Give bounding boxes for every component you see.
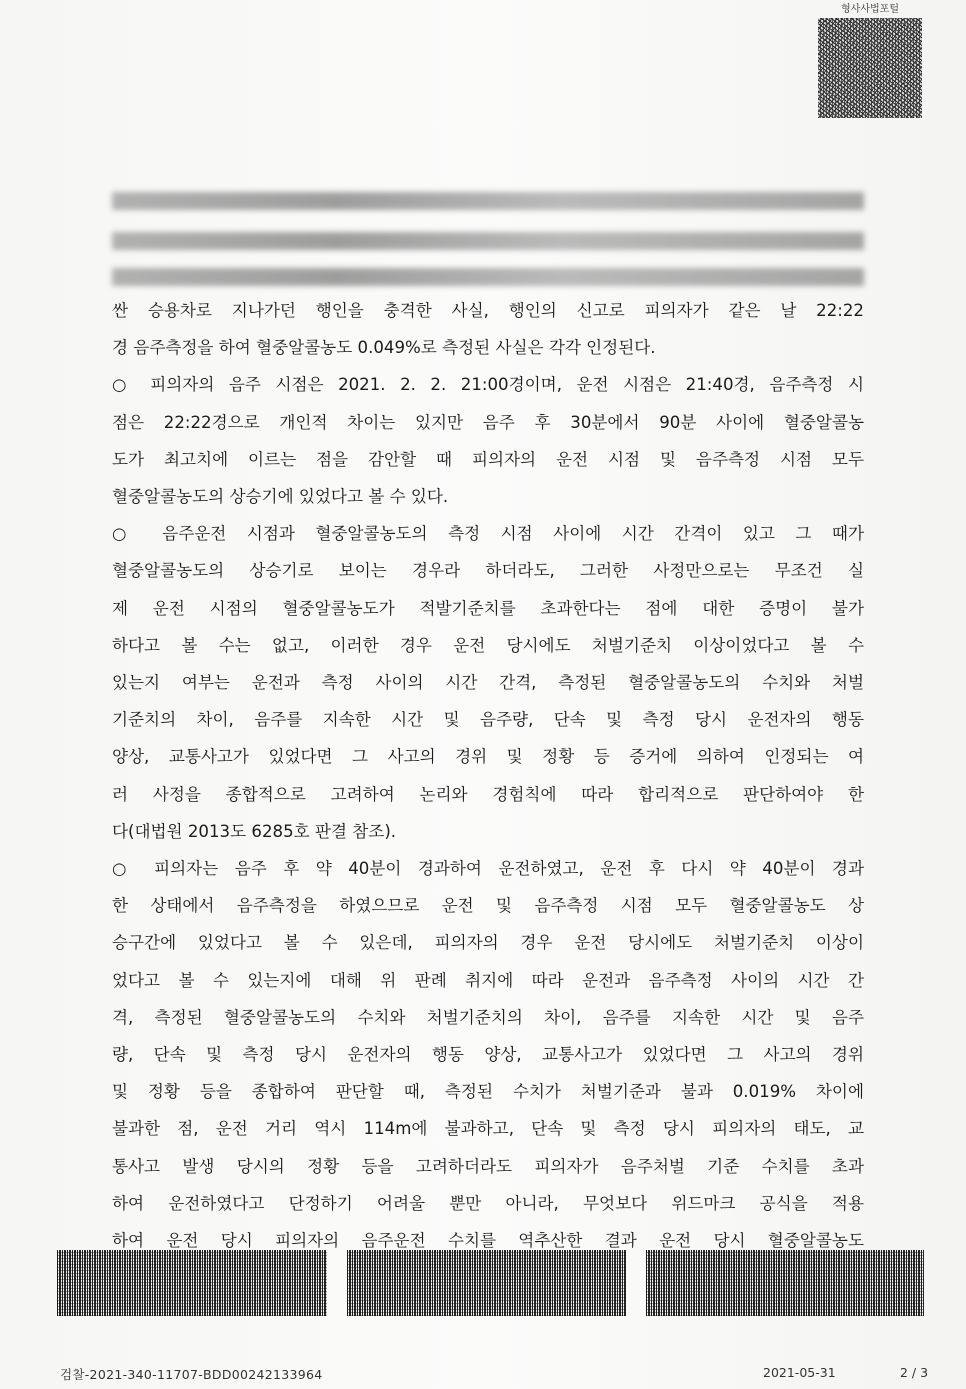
barcode-icon <box>646 1250 924 1316</box>
redacted-line <box>112 232 864 250</box>
qr-code-icon <box>818 18 922 118</box>
body-line: 양상, 교통사고가 있었다면 그 사고의 경위 및 정황 등 증거에 의하여 인정되는 여 <box>112 747 864 767</box>
stamp-label: 형사사법포털 <box>841 4 899 15</box>
portal-stamp <box>818 4 922 118</box>
page-number: 2 / 3 <box>900 1365 929 1380</box>
body-line: 통사고 발생 당시의 정황 등을 고려하더라도 피의자가 음주처벌 기준 수치를 초과 <box>112 1156 864 1176</box>
document-date: 2021-05-31 <box>763 1365 836 1380</box>
body-line: 혈중알콜농도의 상승기로 보이는 경우라 하더라도, 그러한 사정만으로는 무조건 실 <box>112 561 864 581</box>
body-line: 경 음주측정을 하여 혈중알콜농도 0.049%로 측정된 사실은 각각 인정된다. <box>112 338 656 358</box>
body-line: 싼 승용차로 지나가던 행인을 충격한 사실, 행인의 신고로 피의자가 같은 날 22:22 <box>112 301 864 320</box>
body-line: 도가 최고치에 이르는 점을 감안할 때 피의자의 운전 시점 및 음주측정 시점 모두 <box>112 449 864 469</box>
barcode-icon <box>57 1250 327 1316</box>
body-line: 승구간에 있었다고 볼 수 있은데, 피의자의 경우 운전 당시에도 처벌기준치 이상이 <box>112 933 864 953</box>
body-line: 한 상태에서 음주측정을 하였으므로 운전 및 음주측정 시점 모두 혈중알콜농도 상 <box>112 896 864 916</box>
body-line: 제 운전 시점의 혈중알콜농도가 적발기준치를 초과한다는 점에 대한 증명이 불가 <box>112 598 864 618</box>
body-text <box>112 292 864 1259</box>
body-line: 러 사정을 종합적으로 고려하여 논리와 경험칙에 따라 합리적으로 판단하여야 한 <box>112 784 864 804</box>
body-line: 및 정황 등을 종합하여 판단할 때, 측정된 수치가 처벌기준과 불과 0.019% 차이에 <box>112 1082 864 1102</box>
body-line: 점은 22:22경으로 개인적 차이는 있지만 음주 후 30분에서 90분 사이에 혈중알콜농 <box>112 412 864 432</box>
body-line: 격, 측정된 혈중알콜농도의 수치와 처벌기준치의 차이, 음주를 지속한 시간 및 음주 <box>112 1007 864 1027</box>
body-line: 었다고 볼 수 있는지에 대해 위 판례 취지에 따라 운전과 음주측정 사이의 시간 간 <box>112 970 864 990</box>
barcode-icon <box>347 1250 626 1316</box>
body-line: 기준치의 차이, 음주를 지속한 시간 및 음주량, 단속 및 측정 당시 운전자의 행동 <box>112 710 864 730</box>
document-id: 검찰-2021-340-11707-BDD00242133964 <box>60 1367 323 1382</box>
body-line: 불과한 점, 운전 거리 역시 114m에 불과하고, 단속 및 측정 당시 피의자의 태도, 교 <box>112 1119 864 1139</box>
body-line: ○ 피의자는 음주 후 약 40분이 경과하여 운전하였고, 운전 후 다시 약 40분이 경과 <box>112 859 864 879</box>
body-line: ○ 음주운전 시점과 혈중알콜농도의 측정 시점 사이에 시간 간격이 있고 그 때가 <box>112 524 864 544</box>
body-line: 혈중알콜농도의 상승기에 있었다고 볼 수 있다. <box>112 487 449 507</box>
body-line: 다(대법원 2013도 6285호 판결 참조). <box>112 821 397 841</box>
body-line: 하여 운전 당시 피의자의 음주운전 수치를 역추산한 결과 운전 당시 혈중알콜농도 <box>112 1231 864 1251</box>
redacted-line <box>112 268 864 286</box>
body-line: 하여 운전하였다고 단정하기 어려울 뿐만 아니라, 무엇보다 위드마크 공식을 적용 <box>112 1193 864 1213</box>
body-line: 있는지 여부는 운전과 측정 사이의 시간 간격, 측정된 혈중알콜농도의 수치와 처벌 <box>112 673 864 693</box>
body-line: ○ 피의자의 음주 시점은 2021. 2. 2. 21:00경이며, 운전 시점은 21:40경, 음주측정 시 <box>112 375 864 395</box>
body-line: 하다고 볼 수는 없고, 이러한 경우 운전 당시에도 처벌기준치 이상이었다고 볼 수 <box>112 635 864 655</box>
redacted-line <box>112 192 864 210</box>
body-line: 량, 단속 및 측정 당시 운전자의 행동 양상, 교통사고가 있었다면 그 사고의 경위 <box>112 1045 864 1065</box>
